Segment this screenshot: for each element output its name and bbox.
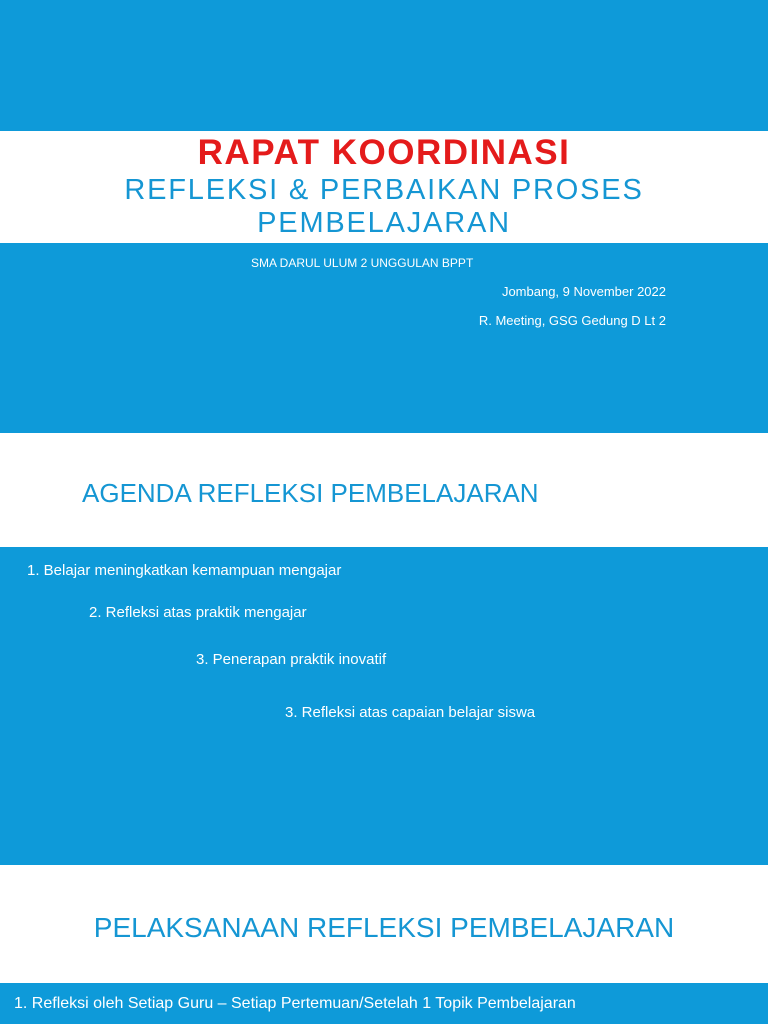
implementation-title: PELAKSANAAN REFLEKSI PEMBELAJARAN	[93, 912, 675, 943]
slide-title	[0, 0, 768, 433]
slide-title-heading: RAPAT KOORDINASI	[197, 133, 571, 172]
slide-subtitle-line-1: REFLEKSI & PERBAIKAN PROSES	[124, 174, 644, 206]
slide-implementation	[0, 876, 768, 1024]
agenda-item: 3. Penerapan praktik inovatif	[196, 651, 387, 668]
meeting-date: Jombang, 9 November 2022	[501, 284, 666, 299]
agenda-item: 2. Refleksi atas praktik mengajar	[89, 604, 307, 621]
implementation-item: 1. Refleksi oleh Setiap Guru – Setiap Pertemuan/Setelah 1 Topik Pembelajaran	[14, 995, 576, 1012]
agenda-item: 1. Belajar meningkatkan kemampuan mengajar	[27, 562, 342, 579]
slide-subtitle-line-2: PEMBELAJARAN	[257, 207, 511, 239]
agenda-title: AGENDA REFLEKSI PEMBELAJARAN	[82, 478, 539, 508]
meeting-venue: R. Meeting, GSG Gedung D Lt 2	[478, 313, 666, 328]
agenda-item: 3. Refleksi atas capaian belajar siswa	[285, 704, 536, 721]
slide-agenda	[0, 443, 768, 865]
school-name: SMA DARUL ULUM 2 UNGGULAN BPPT	[251, 256, 474, 270]
